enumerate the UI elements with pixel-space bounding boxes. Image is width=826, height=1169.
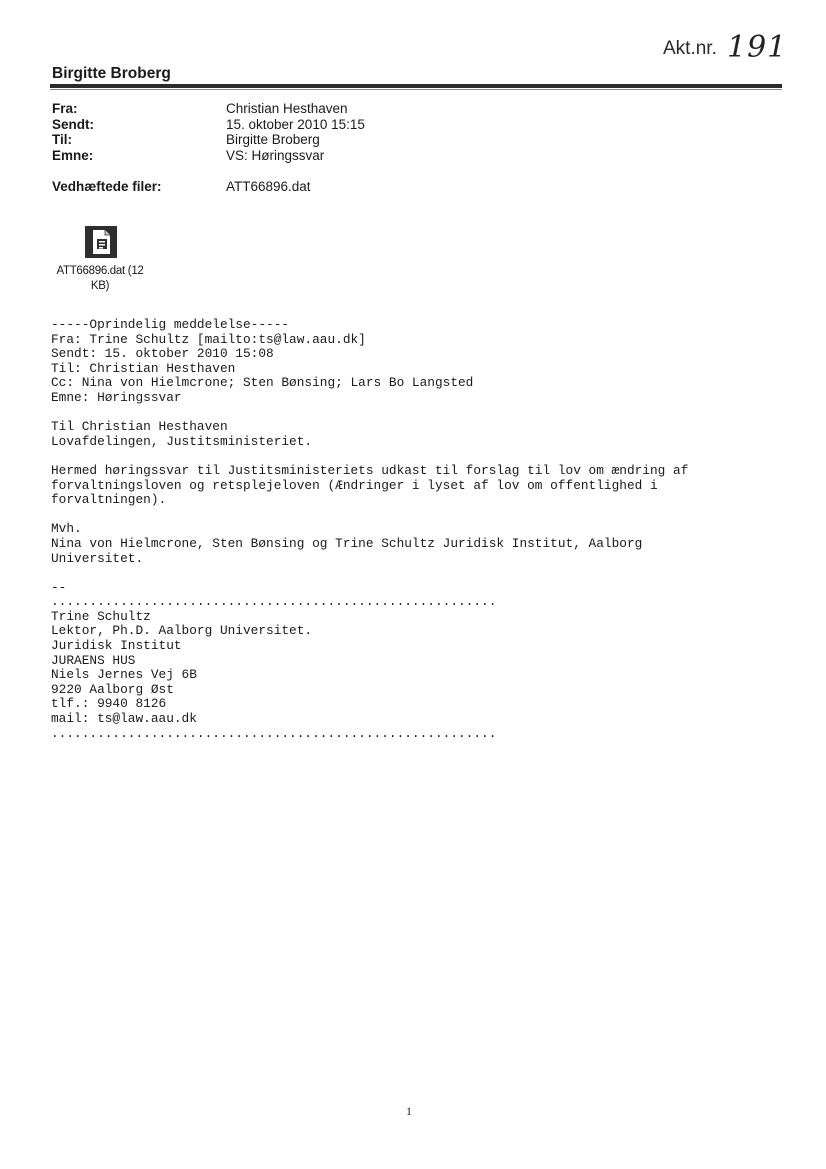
body-line: Nina von Hielmcrone, Sten Bønsing og Trine Schultz Juridisk Institut, Aalborg	[51, 535, 643, 551]
attachment-caption[interactable]	[40, 264, 160, 294]
body-line: ..........................................................	[51, 594, 497, 610]
sent-label: Sendt:	[52, 117, 94, 132]
body-line: tlf.: 9940 8126	[51, 696, 167, 712]
document-file-icon[interactable]	[84, 225, 118, 259]
subject-label: Emne:	[52, 148, 94, 163]
attachments-label: Vedhæftede filer:	[52, 179, 162, 194]
body-line: -----Oprindelig meddelelse-----	[51, 317, 290, 332]
body-line: Mvh.	[51, 521, 82, 537]
attachments-value[interactable]: ATT66896.dat	[226, 179, 311, 194]
body-line: Fra: Trine Schultz [mailto:ts@law.aau.dk]	[51, 331, 366, 347]
body-line: forvaltningsloven og retsplejeloven (Ændringer i lyset af lov om offentlighed i	[51, 477, 658, 493]
body-line: ..........................................................	[51, 725, 497, 741]
body-line: Cc: Nina von Hielmcrone; Sten Bønsing; Lars Bo Langsted	[51, 375, 474, 391]
body-line: 9220 Aalborg Øst	[51, 681, 174, 697]
attachment-caption-line: KB)	[90, 280, 110, 292]
body-line: Trine Schultz	[51, 608, 151, 624]
body-line: Til Christian Hesthaven	[51, 419, 228, 435]
to-value: Birgitte Broberg	[226, 132, 320, 147]
body-line: Juridisk Institut	[51, 638, 182, 654]
akt-nr-handwritten-number: 191	[727, 30, 788, 65]
body-line: Til: Christian Hesthaven	[51, 360, 236, 376]
body-line: Lektor, Ph.D. Aalborg Universitet.	[51, 623, 313, 639]
body-line: Lovafdelingen, Justitsministeriet.	[51, 433, 313, 449]
header-rule-thin	[50, 89, 782, 90]
body-line: JURAENS HUS	[51, 652, 136, 668]
header-rule	[50, 84, 782, 88]
subject-value: VS: Høringssvar	[226, 148, 325, 163]
body-line: forvaltningen).	[51, 492, 167, 508]
page-number: 1	[406, 1104, 412, 1118]
message-body	[51, 318, 688, 741]
body-line: Emne: Høringssvar	[51, 389, 182, 405]
body-line: Hermed høringssvar til Justitsministeriets udkast til forslag til lov om ændring af	[51, 462, 689, 478]
body-line: Niels Jernes Vej 6B	[51, 667, 197, 683]
to-label: Til:	[52, 132, 72, 147]
mailbox-owner-name: Birgitte Broberg	[52, 65, 171, 82]
body-line: mail: ts@law.aau.dk	[51, 711, 197, 727]
body-line: --	[51, 579, 67, 595]
from-label: Fra:	[52, 101, 78, 116]
body-line: Universitet.	[51, 550, 144, 566]
attachment-caption-line: ATT66896.dat (12	[56, 265, 144, 277]
akt-nr-label: Akt.nr.	[663, 38, 717, 59]
body-line: Sendt: 15. oktober 2010 15:08	[51, 346, 274, 362]
from-value: Christian Hesthaven	[226, 101, 348, 116]
sent-value: 15. oktober 2010 15:15	[226, 117, 365, 132]
